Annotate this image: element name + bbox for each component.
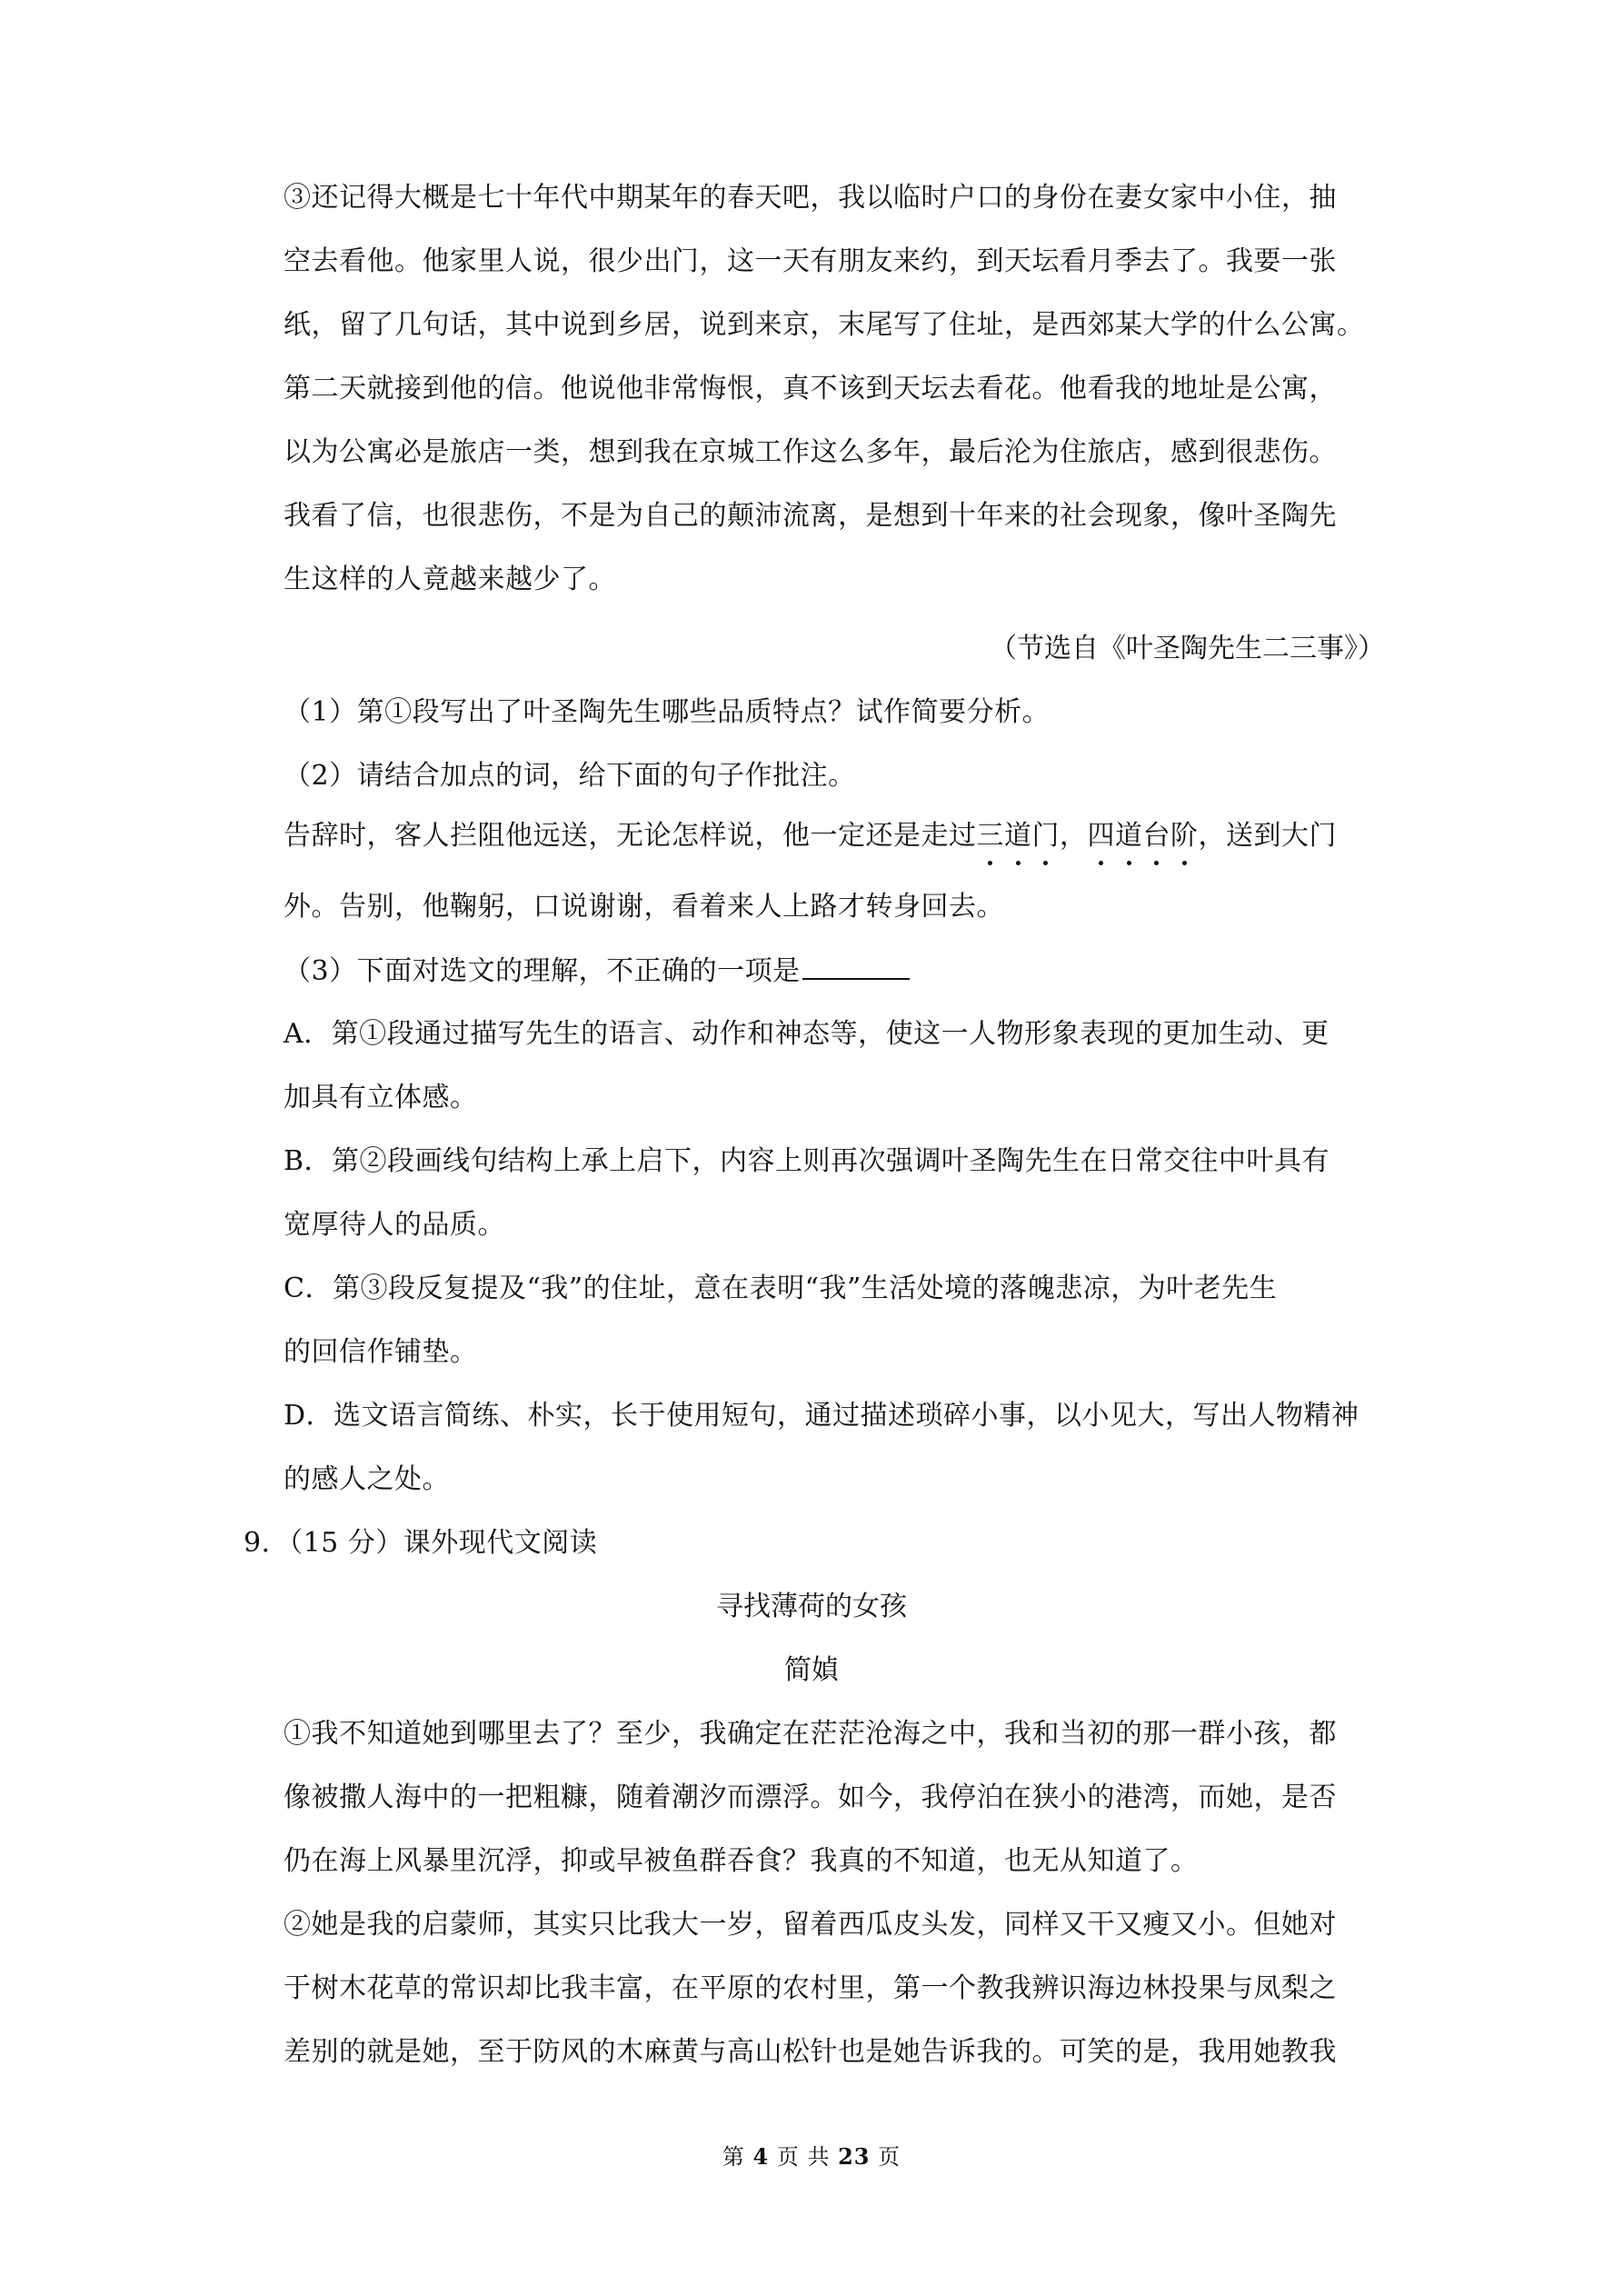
sentence-text: 告辞时，客人拦阻他远送，无论怎样说，他一定还是走过 [284,820,977,852]
dotted-char: 三 [977,816,1005,856]
question-1: （1）第①段写出了叶圣陶先生哪些品质特点？试作简要分析。 [284,696,1050,728]
article-line: ①我不知道她到哪里去了？至少，我确定在茫茫沧海之中，我和当初的那一群小孩，都 [284,1718,1337,1750]
article-line: 于树木花草的常识却比我丰富，在平原的农村里，第一个教我辨识海边林投果与凤梨之 [284,1972,1337,2004]
question-2-sentence [284,816,1337,856]
dotted-phrase-2 [1088,820,1199,852]
article-author: 简媜 [784,1654,839,1686]
passage-line: 纸，留了几句话，其中说到乡居，说到来京，末尾写了住址，是西郊某大学的什么公寓。 [284,309,1365,341]
option-b-cont: 宽厚待人的品质。 [284,1209,505,1241]
question-2-sentence-cont: 外。告别，他鞠躬，口说谢谢，看着来人上路才转身回去。 [284,891,1004,923]
answer-blank [802,951,910,980]
article-line: 差别的就是她，至于防风的木麻黄与高山松针也是她告诉我的。可笑的是，我用她教我 [284,2036,1337,2068]
question-2: （2）请结合加点的词，给下面的句子作批注。 [284,760,856,792]
option-a: A．第①段通过描写先生的语言、动作和神态等，使这一人物形象表现的更加生动、更 [284,1018,1329,1050]
option-a-cont: 加具有立体感。 [284,1082,478,1113]
passage-line: 我看了信，也很悲伤，不是为自己的颠沛流离，是想到十年来的社会现象，像叶圣陶先 [284,500,1337,532]
question-3-text: （3）下面对选文的理解，不正确的一项是 [284,955,801,987]
dotted-char: 道 [1004,816,1032,856]
option-c: C．第③段反复提及“我”的住址，意在表明“我”生活处境的落魄悲凉，为叶老先生 [284,1273,1278,1304]
passage-line: 以为公寓必是旅店一类，想到我在京城工作这么多年，最后沦为住旅店，感到很悲伤。 [284,436,1337,468]
option-b: B．第②段画线句结构上承上启下，内容上则再次强调叶圣陶先生在日常交往中叶具有 [284,1145,1330,1177]
footer-prefix: 第 [722,2144,745,2170]
footer-middle: 页 共 [776,2144,831,2170]
dotted-char: 阶 [1170,816,1199,856]
question-3 [284,951,910,992]
option-d: D．选文语言简练、朴实，长于使用短句，通过描述琐碎小事，以小见大，写出人物精神 [284,1400,1359,1432]
footer-suffix: 页 [878,2144,901,2170]
option-d-cont: 的感人之处。 [284,1463,450,1495]
dotted-char: 四 [1088,816,1116,856]
dotted-phrase-1 [977,820,1060,852]
dotted-char: 道 [1115,816,1143,856]
passage-line: 生这样的人竟越来越少了。 [284,564,616,595]
article-line: 像被撒人海中的一把粗糠，随着潮汐而漂浮。如今，我停泊在狭小的港湾，而她，是否 [284,1782,1337,1813]
dotted-char: 门 [1032,816,1060,856]
passage-line: 空去看他。他家里人说，很少出门，这一天有朋友来约，到天坛看月季去了。我要一张 [284,245,1337,277]
page-footer [0,2141,1623,2172]
passage-line: ③还记得大概是七十年代中期某年的春天吧，我以临时户口的身份在妻女家中小住，抽 [284,182,1337,214]
article-line: 仍在海上风暴里沉浮，抑或早被鱼群吞食？我真的不知道，也无从知道了。 [284,1845,1199,1877]
page-number: 4 [752,2143,770,2170]
dotted-char: 台 [1143,816,1171,856]
passage-source: （节选自《叶圣陶先生二三事》） [990,633,1385,664]
option-c-cont: 的回信作铺垫。 [284,1336,478,1368]
article-title: 寻找薄荷的女孩 [716,1591,907,1622]
sentence-separator: ， [1060,820,1088,852]
sentence-text: ，送到大门 [1198,820,1337,852]
question-9-header: 9．（15 分）课外现代文阅读 [244,1527,598,1559]
passage-line: 第二天就接到他的信。他说他非常悔恨，真不该到天坛去看花。他看我的地址是公寓， [284,373,1337,404]
page-total: 23 [838,2143,871,2170]
article-line: ②她是我的启蒙师，其实只比我大一岁，留着西瓜皮头发，同样又干又瘦又小。但她对 [284,1909,1337,1941]
